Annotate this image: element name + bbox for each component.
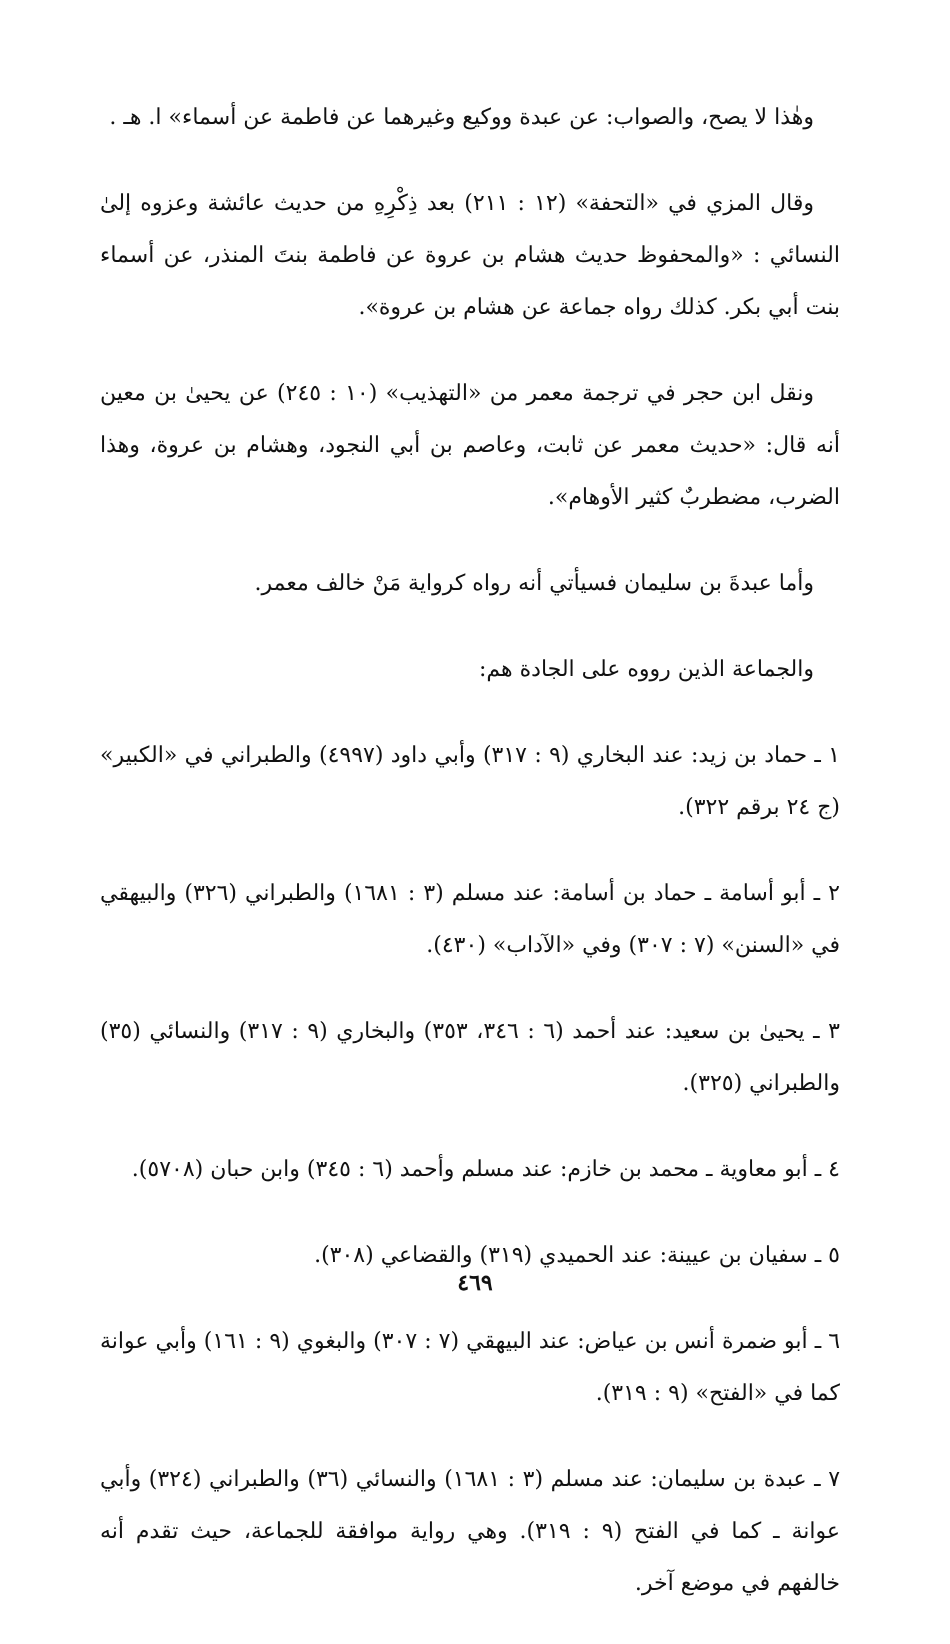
- paragraph-ibn-hajar: ونقل ابن حجر في ترجمة معمر من «التهذيب» (١٠ : ٢٤٥) عن يحيىٰ بن معين أنه قال: «حديث معمر عن ثابت، وعاصم بن أبي النجود، وهشام بن عروة، وهذا الضرب، مضطربٌ كثير الأوهام».: [100, 381, 840, 510]
- list-item-1: ١ ـ حماد بن زيد: عند البخاري (٩ : ٣١٧) وأبي داود (٤٩٩٧) والطبراني في «الكبير» (ج ٢٤ برقم ٣٢٢).: [100, 743, 840, 820]
- paragraph-quote-end: وهٰذا لا يصح، والصواب: عن عبدة ووكيع وغيرهما عن فاطمة عن أسماء» ا. هـ .: [109, 105, 814, 130]
- list-item-6: ٦ ـ أبو ضمرة أنس بن عياض: عند البيهقي (٧ : ٣٠٧) والبغوي (٩ : ١٦١) وأبي عوانة كما في «الفتح» (٩ : ٣١٩).: [100, 1329, 841, 1406]
- paragraph-mizzi: وقال المزي في «التحفة» (١٢ : ٢١١) بعد ذِكْرِهِ من حديث عائشة وعزوه إلىٰ النسائي : «والمحفوظ حديث هشام بن عروة عن فاطمة بنتَ المنذر، عن أسماء بنت أبي بكر. كذلك رواه جماعة عن هشام بن عروة».: [100, 191, 840, 320]
- paragraph-abda: وأما عبدةَ بن سليمان فسيأتي أنه رواه كرواية مَنْ خالف معمر.: [254, 571, 814, 596]
- list-item-7: ٧ ـ عبدة بن سليمان: عند مسلم (٣ : ١٦٨١) والنسائي (٣٦) والطبراني (٣٢٤) وأبي عوانة ـ كما في الفتح (٩ : ٣١٩). وهي رواية موافقة للجماعة، حيث تقدم أنه خالفهم في موضع آخر.: [100, 1467, 841, 1596]
- list-item-3: ٣ ـ يحيىٰ بن سعيد: عند أحمد (٦ : ٣٤٦، ٣٥٣) والبخاري (٩ : ٣١٧) والنسائي (٣٥) والطبراني (٣٢٥).: [100, 1019, 840, 1096]
- body-text: [100, 92, 840, 1644]
- list-item-4: ٤ ـ أبو معاوية ـ محمد بن خازم: عند مسلم وأحمد (٦ : ٣٤٥) وابن حبان (٥٧٠٨).: [131, 1157, 840, 1182]
- page-number: ٤٦٩: [457, 1270, 493, 1296]
- list-item-2: ٢ ـ أبو أسامة ـ حماد بن أسامة: عند مسلم (٣ : ١٦٨١) والطبراني (٣٢٦) والبيهقي في «السنن» (٧ : ٣٠٧) وفي «الآداب» (٤٣٠).: [100, 881, 840, 958]
- list-item-5: ٥ ـ سفيان بن عيينة: عند الحميدي (٣١٩) والقضاعي (٣٠٨).: [314, 1243, 840, 1268]
- paragraph-jamaa-intro: والجماعة الذين رووه على الجادة هم:: [478, 657, 814, 682]
